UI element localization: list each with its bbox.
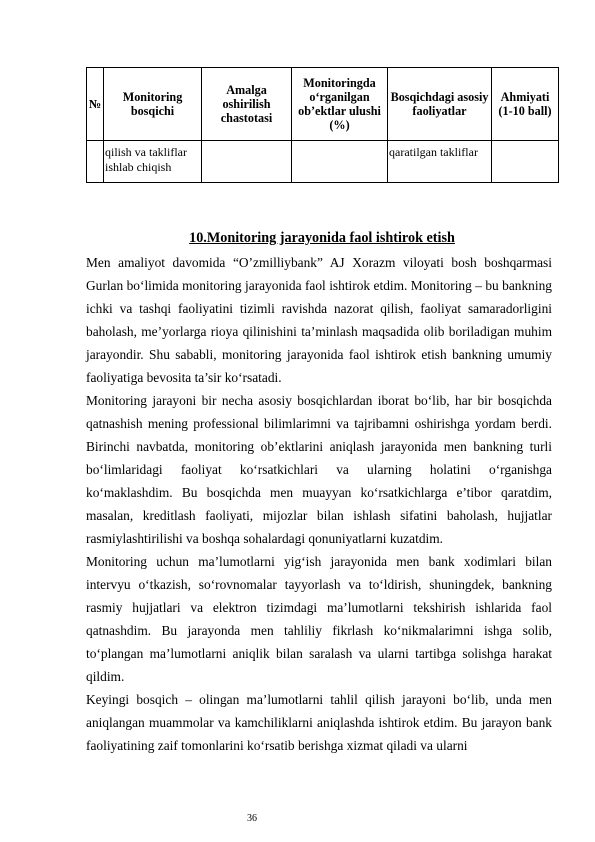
- header-number: №: [87, 68, 104, 141]
- table-cell: [87, 141, 104, 183]
- header-monitoring-stage: Monitoring bosqichi: [104, 68, 202, 141]
- table-cell: [492, 141, 559, 183]
- header-objects-share: Monitoringda o‘rganilgan ob’ektlar ulushi (%): [292, 68, 388, 141]
- paragraph: Men amaliyot davomida “O’zmilliybank” AJ Xorazm viloyati bosh boshqarmasi Gurlan bo‘limida monitoring jarayonida faol ishtirok etdim. Monitoring – bu bankning ichki va tashqi faoliyatini tizimli ravishda nazorat qilish, faoliyat samaradorligini baholash, me’yorlarga rioya qilinishini ta’minlash maqsadida olib boriladigan muhim jarayondir. Shu sababli, monitoring jarayonida faol ishtirok etish bankning umumiy faoliyatiga bevosita ta’sir ko‘rsatadi.: [86, 255, 552, 385]
- page-number: 36: [247, 813, 257, 824]
- paragraph: Monitoring jarayoni bir necha asosiy bosqichlardan iborat bo‘lib, har bir bosqichda qatnashish mening professional bilimlarimni va tajribamni oshirishga yordam berdi. Birinchi navbatda, monitoring ob’ektlarini aniqlash jarayonida men bankning turli bo‘limlaridagi faoliyat ko‘rsatkichlari va ularning holatini o‘rganishga ko‘maklashdim. Bu bosqichda men muayyan ko‘rsatkichlarga e’tibor qaratdim, masalan, kreditlash faoliyati, mijozlar bilan ishlash sifatini baholash, hujjatlar rasmiylashtirilishi va boshqa sohalardagi qonuniyatlarni kuzatdim.: [86, 393, 552, 546]
- table-header-row: [87, 68, 559, 141]
- table-cell: [292, 141, 388, 183]
- table-cell: qilish va takliflar ishlab chiqish: [104, 141, 202, 183]
- body-text: [86, 251, 552, 757]
- paragraph: Keyingi bosqich – olingan ma’lumotlarni tahlil qilish jarayoni bo‘lib, unda men aniqlangan muammolar va kamchiliklarni aniqlashda ishtirok etdim. Bu jarayon bank faoliyatining zaif tomonlarini ko‘rsatib berishga xizmat qiladi va ularni: [86, 692, 552, 753]
- header-frequency: Amalga oshirilish chastotasi: [202, 68, 292, 141]
- table-cell: [202, 141, 292, 183]
- paragraph: Monitoring uchun ma’lumotlarni yig‘ish jarayonida men bank xodimlari bilan intervyu o‘tkazish, so‘rovnomalar tayyorlash va to‘ldirish, shuningdek, bankning rasmiy hujjatlari va elektron tizimdagi ma’lumotlarni tekshirish ishlarida faol qatnashdim. Bu jarayonda men tahliliy fikrlash ko‘nikmalarimni ishga solib, to‘plangan ma’lumotlarni aniqlik bilan saralash va ularni tartibga solishga harakat qildim.: [86, 554, 552, 684]
- table-row: [87, 141, 559, 183]
- monitoring-table-container: [86, 67, 558, 183]
- header-importance: Ahmiyati (1-10 ball): [492, 68, 559, 141]
- section-title: 10.Monitoring jarayonida faol ishtirok etish: [189, 230, 455, 246]
- table-cell: qaratilgan takliflar: [388, 141, 492, 183]
- header-main-activities: Bosqichdagi asosiy faoliyatlar: [388, 68, 492, 141]
- monitoring-stages-table: [86, 67, 559, 183]
